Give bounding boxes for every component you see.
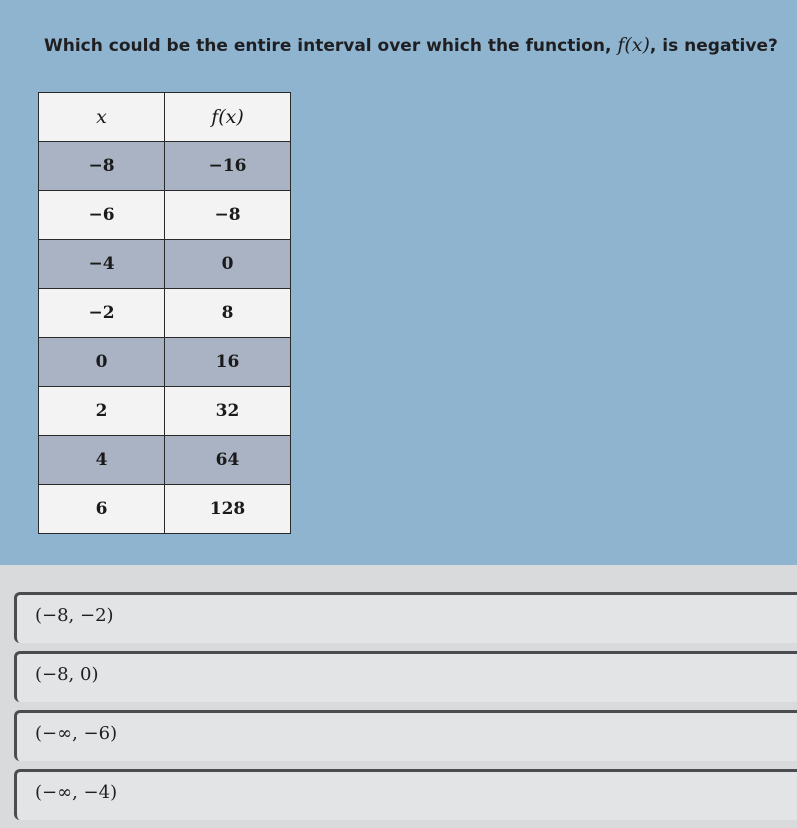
question-text-after: , is negative?: [649, 36, 778, 56]
function-table: [38, 92, 291, 534]
table-row: [39, 387, 291, 436]
question-prompt: [44, 34, 784, 56]
cell-fx: 64: [165, 436, 291, 485]
header-x: x: [39, 93, 165, 142]
table-row: [39, 289, 291, 338]
question-text-before: Which could be the entire interval over which the function,: [44, 36, 618, 56]
table-row: [39, 142, 291, 191]
table-row: [39, 240, 291, 289]
answer-choice-label: (−∞, −4): [35, 782, 118, 803]
cell-fx: 128: [165, 485, 291, 534]
answer-choice-2[interactable]: [14, 651, 797, 702]
table-header-row: [39, 93, 291, 142]
cell-fx: 32: [165, 387, 291, 436]
answer-choice-1[interactable]: [14, 592, 797, 643]
table-row: [39, 191, 291, 240]
answer-choice-3[interactable]: [14, 710, 797, 761]
answer-choice-4[interactable]: [14, 769, 797, 820]
cell-fx: 8: [165, 289, 291, 338]
table-row: [39, 338, 291, 387]
cell-x: 4: [39, 436, 165, 485]
cell-fx: 0: [165, 240, 291, 289]
cell-x: −4: [39, 240, 165, 289]
table-row: [39, 436, 291, 485]
cell-x: 2: [39, 387, 165, 436]
table-row: [39, 485, 291, 534]
cell-x: 0: [39, 338, 165, 387]
cell-x: −6: [39, 191, 165, 240]
cell-fx: −8: [165, 191, 291, 240]
answer-choice-label: (−∞, −6): [35, 723, 118, 744]
answer-choices: [14, 592, 797, 828]
header-fx: f(x): [165, 93, 291, 142]
answer-choice-label: (−8, 0): [35, 664, 99, 685]
cell-x: −2: [39, 289, 165, 338]
cell-x: −8: [39, 142, 165, 191]
question-function: f(x): [617, 34, 650, 56]
cell-fx: 16: [165, 338, 291, 387]
answer-choice-label: (−8, −2): [35, 605, 114, 626]
cell-fx: −16: [165, 142, 291, 191]
cell-x: 6: [39, 485, 165, 534]
